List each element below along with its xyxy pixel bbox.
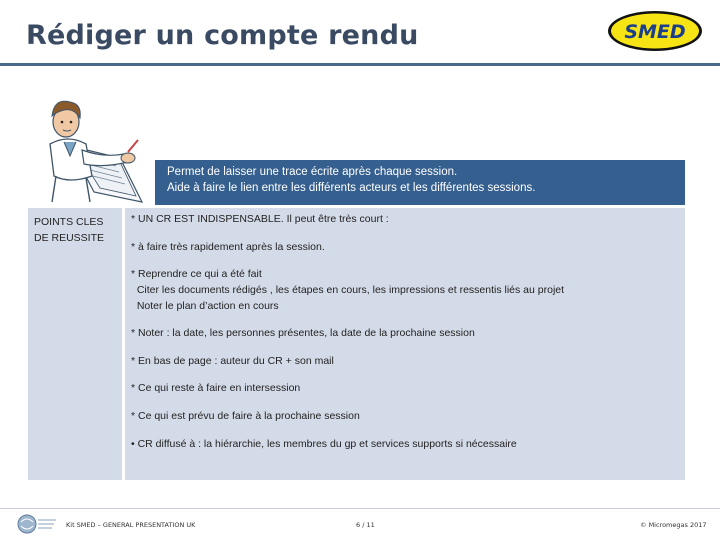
footer-divider bbox=[0, 508, 720, 509]
micromegas-logo bbox=[16, 510, 58, 538]
key-point-item bbox=[131, 436, 517, 452]
key-point-line: * En bas de page : auteur du CR + son mail bbox=[131, 355, 334, 367]
man-writing-illustration bbox=[24, 92, 174, 204]
key-point-line: Noter le plan d’action en cours bbox=[131, 300, 279, 312]
key-point-line: * Noter : la date, les personnes présentes, la date de la prochaine session bbox=[131, 327, 475, 339]
purpose-banner bbox=[155, 160, 685, 205]
title-divider bbox=[0, 63, 720, 66]
banner-line: Permet de laisser une trace écrite après chaque session. bbox=[167, 166, 458, 178]
key-point-line: * à faire très rapidement après la session. bbox=[131, 241, 325, 253]
key-points-content-cell bbox=[125, 208, 685, 480]
key-point-item bbox=[131, 380, 300, 396]
smed-logo bbox=[606, 10, 704, 52]
banner-line: Aide à faire le lien entre les différents acteurs et les différentes sessions. bbox=[167, 182, 536, 194]
footer-left-text: Kit SMED – GENERAL PRESENTATION UK bbox=[66, 521, 196, 529]
key-point-line: Citer les documents rédigés , les étapes en cours, les impressions et ressentis liés au projet bbox=[131, 284, 565, 296]
footer-copyright: © Micromegas 2017 bbox=[640, 521, 707, 529]
key-points-label-cell bbox=[28, 208, 122, 480]
key-point-item bbox=[131, 408, 360, 424]
key-points-label-line: POINTS CLES bbox=[34, 216, 104, 228]
page-number: 6 / 11 bbox=[356, 521, 375, 529]
key-point-line: • CR diffusé à : la hiérarchie, les membres du gp et services supports si nécessaire bbox=[131, 438, 517, 450]
key-point-line: * Ce qui reste à faire en intersession bbox=[131, 382, 301, 394]
key-points-label-line: DE REUSSITE bbox=[34, 232, 105, 244]
key-point-line: * Ce qui est prévu de faire à la prochaine session bbox=[131, 410, 360, 422]
logo-text: SMED bbox=[624, 21, 686, 43]
key-point-item bbox=[131, 325, 475, 341]
key-point-line: * Reprendre ce qui a été fait bbox=[131, 268, 262, 280]
page-title: Rédiger un compte rendu bbox=[26, 20, 419, 51]
key-point-item bbox=[131, 353, 334, 369]
key-point-item bbox=[131, 266, 564, 314]
key-point-line: * UN CR EST INDISPENSABLE. Il peut être très court : bbox=[131, 213, 389, 225]
key-point-item bbox=[131, 211, 389, 227]
key-point-item bbox=[131, 239, 325, 255]
